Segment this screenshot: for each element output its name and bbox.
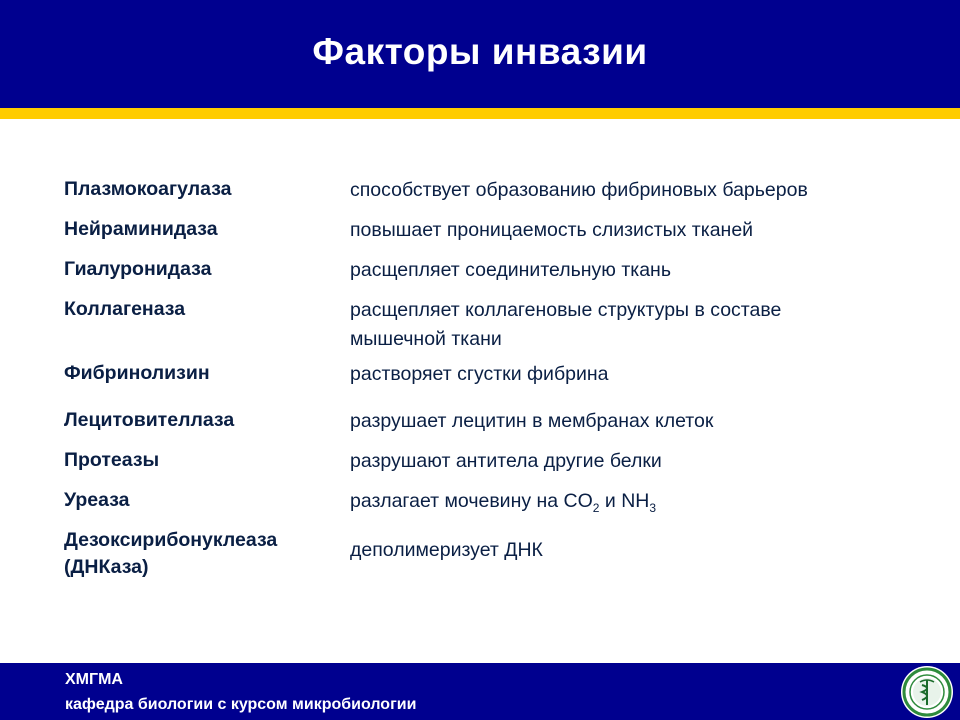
factor-term: Нейраминидаза xyxy=(64,218,218,240)
academy-logo-icon xyxy=(900,665,954,719)
factor-description: растворяет сгустки фибрина xyxy=(350,363,609,385)
factor-term: Уреаза xyxy=(64,489,130,511)
description-text: разлагает мочевину на CO xyxy=(350,490,593,512)
factor-description: способствует образованию фибриновых барьеров xyxy=(350,179,808,201)
footer-bar xyxy=(0,663,960,720)
description-line: расщепляет коллагеновые структуры в составе xyxy=(350,299,782,321)
term-line: Дезоксирибонуклеаза xyxy=(64,529,278,551)
factor-term: Коллагеназа xyxy=(64,298,186,320)
slide-title: Факторы инвазии xyxy=(312,31,648,72)
factor-term xyxy=(64,527,277,581)
factor-description: повышает проницаемость слизистых тканей xyxy=(350,219,754,241)
factor-term: Фибринолизин xyxy=(64,362,210,384)
factor-description xyxy=(350,487,930,516)
subscript: 2 xyxy=(592,501,600,515)
description-text: и NH xyxy=(599,490,650,512)
factor-term: Гиалуронидаза xyxy=(64,258,212,280)
factor-description: деполимеризует ДНК xyxy=(350,539,543,561)
term-line: (ДНКаза) xyxy=(64,556,149,578)
footer-department: кафедра биологии с курсом микробиологии xyxy=(65,696,417,713)
subscript: 3 xyxy=(649,501,657,515)
factor-term: Плазмокоагулаза xyxy=(64,178,232,200)
factor-description: расщепляет соединительную ткань xyxy=(350,259,671,281)
factor-description: разрушают антитела другие белки xyxy=(350,450,662,472)
footer-org: ХМГМА xyxy=(65,671,123,688)
description-line: мышечной ткани xyxy=(350,328,502,350)
factor-term: Лецитовителлаза xyxy=(64,409,235,431)
factor-description xyxy=(350,296,930,354)
factor-description: разрушает лецитин в мембранах клеток xyxy=(350,410,714,432)
factor-term: Протеазы xyxy=(64,449,160,471)
gold-divider xyxy=(0,108,960,119)
